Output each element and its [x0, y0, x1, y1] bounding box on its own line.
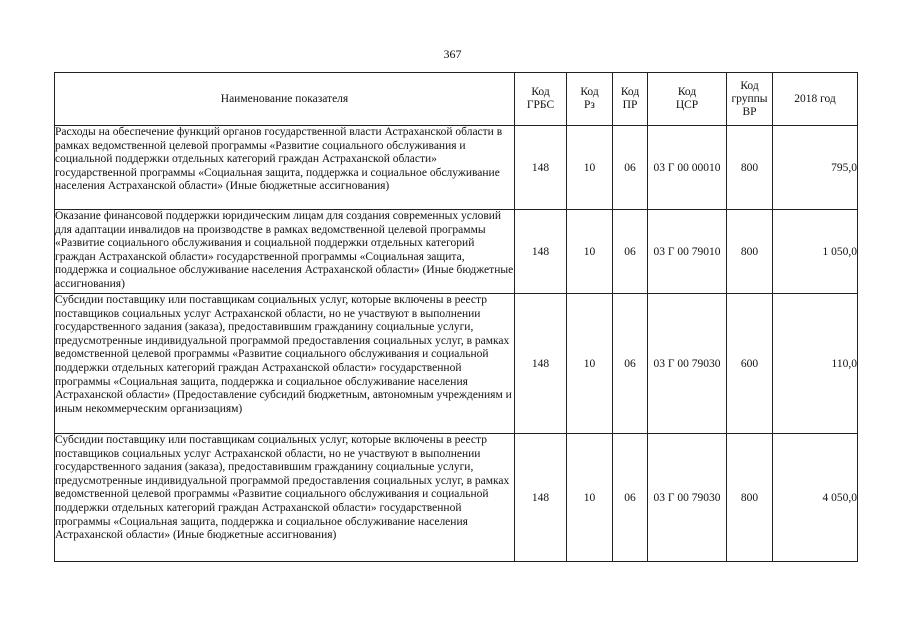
table-row: [55, 434, 858, 562]
page-number: 367: [443, 47, 462, 61]
vr-cell: 600: [727, 294, 773, 434]
col-header-vr: Код группы ВР: [727, 73, 773, 126]
row-name-cell: Субсидии поставщику или поставщикам социальных услуг, которые включены в реестр поставщиков социальных услуг Астраханской области, но не участвуют в выполнении государственного задания (заказа), предоставившим гражданину социальные услуги, предусмотренные индивидуальной программой предоставления социальных услуг, в рамках ведомственной целевой программы «Развитие социального обслуживания и социальной поддержки отдельных категорий граждан Астраханской области» государственной программы «Социальная защита, поддержка и социальное обслуживание населения Астраханской области» (Иные бюджетные ассигнования): [55, 434, 515, 562]
grbs-cell: 148: [515, 126, 567, 210]
rz-cell: 10: [567, 126, 613, 210]
rz-cell: 10: [567, 434, 613, 562]
grbs-cell: 148: [515, 210, 567, 294]
amount-cell: 4 050,0: [773, 434, 858, 562]
row-name-cell: Расходы на обеспечение функций органов государственной власти Астраханской области в рамках ведомственной целевой программы «Развитие социального обслуживания и социальной поддержки отдельных категорий граждан Астраханской области» государственной программы «Социальная защита, поддержка и социальное обслуживание населения Астраханской области» (Иные бюджетные ассигнования): [55, 126, 515, 210]
csr-cell: 03 Г 00 79030: [648, 434, 727, 562]
pr-cell: 06: [613, 126, 648, 210]
row-name-cell: Оказание финансовой поддержки юридическим лицам для создания современных условий для адаптации инвалидов на производстве в рамках ведомственной целевой программы «Развитие социального обслуживания и социальной поддержки отдельных категорий граждан Астраханской области» государственной программы «Социальная защита, поддержка и социальное обслуживание населения Астраханской области» (Иные бюджетные ассигнования): [55, 210, 515, 294]
table-header-row: [55, 73, 858, 126]
col-header-name: Наименование показателя: [55, 73, 515, 126]
amount-cell: 1 050,0: [773, 210, 858, 294]
col-header-year: 2018 год: [773, 73, 858, 126]
vr-cell: 800: [727, 210, 773, 294]
budget-table: [54, 72, 858, 562]
pr-cell: 06: [613, 294, 648, 434]
vr-cell: 800: [727, 434, 773, 562]
vr-cell: 800: [727, 126, 773, 210]
table-row: [55, 126, 858, 210]
pr-cell: 06: [613, 434, 648, 562]
pr-cell: 06: [613, 210, 648, 294]
grbs-cell: 148: [515, 434, 567, 562]
col-header-csr: Код ЦСР: [648, 73, 727, 126]
amount-cell: 795,0: [773, 126, 858, 210]
table-row: [55, 294, 858, 434]
row-name-cell: Субсидии поставщику или поставщикам социальных услуг, которые включены в реестр поставщиков социальных услуг Астраханской области, но не участвуют в выполнении государственного задания (заказа), предоставившим гражданину социальные услуги, предусмотренные индивидуальной программой предоставления социальных услуг, в рамках ведомственной целевой программы «Развитие социального обслуживания и социальной поддержки отдельных категорий граждан Астраханской области» государственной программы «Социальная защита, поддержка и социальное обслуживание населения Астраханской области» (Предоставление субсидий бюджетным, автономным учреждениям и иным некоммерческим организациям): [55, 294, 515, 434]
col-header-grbs: Код ГРБС: [515, 73, 567, 126]
csr-cell: 03 Г 00 79010: [648, 210, 727, 294]
table-row: [55, 210, 858, 294]
rz-cell: 10: [567, 294, 613, 434]
col-header-pr: Код ПР: [613, 73, 648, 126]
csr-cell: 03 Г 00 00010: [648, 126, 727, 210]
grbs-cell: 148: [515, 294, 567, 434]
col-header-rz: Код Рз: [567, 73, 613, 126]
amount-cell: 110,0: [773, 294, 858, 434]
rz-cell: 10: [567, 210, 613, 294]
csr-cell: 03 Г 00 79030: [648, 294, 727, 434]
